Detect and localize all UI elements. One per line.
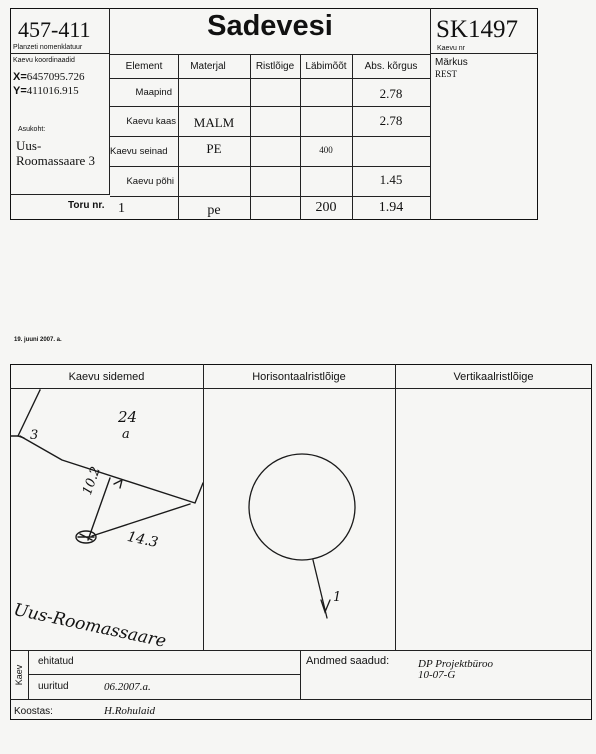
sketch-label-24: 24: [118, 408, 138, 426]
nomenclature-label: Planzeti nomenklatuur: [13, 44, 83, 51]
pipe-nr: 1: [118, 201, 125, 216]
row-element-label: Kaevu seinad: [110, 145, 168, 157]
date-stamp: 19. juuni 2007. a.: [14, 337, 62, 343]
data-source-value-2: 10-07-G: [418, 669, 456, 681]
footer-side-label: Kaev: [14, 664, 24, 686]
well-card: [0, 0, 596, 230]
pipe-arrow: [321, 600, 330, 612]
footer-divider: [28, 650, 29, 699]
table-line: [178, 54, 179, 220]
well-nr-label: Kaevu nr: [437, 45, 466, 52]
pipe-material: pe: [207, 203, 221, 218]
well-circle: [249, 454, 355, 560]
well-symbol-hatch: [78, 534, 94, 540]
row-abs-height: 1.45: [379, 172, 403, 187]
sketch-label-a: a: [122, 427, 130, 442]
building-outline: [20, 436, 203, 503]
footer-divider: [300, 650, 301, 699]
pipe-line: [313, 560, 327, 618]
panel-title-horizontal: Horisontaalristlõige: [252, 371, 346, 383]
row-element-label: Kaevu põhi: [126, 175, 174, 187]
well-nr-value: SK1497: [436, 16, 518, 43]
col-header-diameter: Läbimõõt: [305, 60, 347, 72]
specified-value: 06.2007.a.: [104, 681, 151, 693]
nomenclature-value: 457-411: [18, 17, 91, 42]
col-header-abs-height: Abs. kõrgus: [364, 60, 418, 72]
location-label: Asukoht:: [18, 126, 46, 133]
horizontal-section-sketch: [203, 388, 395, 650]
data-source-label: Andmed saadud:: [306, 655, 390, 667]
col-header-cross-section: Ristlõige: [255, 60, 295, 72]
sketch-label-3: 3: [30, 428, 39, 443]
coord-x-value: 6457095.726: [26, 71, 85, 83]
sketch-dim-10-2: 10.2: [80, 464, 104, 498]
built-label: ehitatud: [38, 656, 74, 667]
row-element-label: Kaevu kaas: [126, 115, 176, 127]
panel-divider: [395, 364, 396, 650]
coord-y-value: 411016.915: [26, 85, 79, 97]
table-line: [352, 54, 353, 220]
pipe-diameter: 200: [315, 200, 337, 215]
pipe-label: Toru nr.: [68, 200, 105, 211]
row-abs-height: 2.78: [379, 113, 403, 128]
table-line: [300, 54, 301, 220]
location-line1: Uus-: [16, 138, 42, 153]
table-line: [110, 196, 430, 197]
row-abs-height: 2.78: [379, 86, 403, 101]
col-header-material: Materjal: [190, 60, 226, 72]
pipe-mark: 1: [333, 590, 342, 605]
table-line: [250, 54, 251, 220]
row-material: MALM: [193, 115, 235, 130]
col-header-element: Element: [125, 60, 163, 72]
compiled-label: Koostas:: [14, 706, 53, 717]
coords-label: Kaevu koordinaadid: [13, 57, 75, 64]
footer-divider: [10, 699, 592, 700]
footer-divider: [28, 674, 300, 675]
sketch-street-name: Uus-Roomassaare: [11, 600, 168, 652]
coord-x: [13, 71, 85, 83]
row-material: PE: [206, 141, 222, 156]
remark-value: REST: [435, 69, 458, 79]
location-line2: Roomassaare 3: [16, 153, 96, 168]
panel-title-vertical: Vertikaalristlõige: [453, 371, 534, 383]
page-title: Sadevesi: [207, 10, 333, 42]
data-source-value-1: DP Projektbüroo: [418, 658, 494, 670]
coord-x-label: X=: [13, 71, 27, 83]
table-line: [430, 54, 431, 220]
building-outline: [18, 436, 24, 438]
footer-divider: [10, 650, 592, 651]
sketch-dim-14-3: 14.3: [125, 528, 160, 552]
pipe-abs-height: 1.94: [378, 200, 404, 215]
specified-label: uuritud: [38, 681, 69, 692]
compiled-value: H.Rohulaid: [104, 705, 156, 717]
panel-title-links: Kaevu sidemed: [68, 371, 145, 383]
col-header-remark: Märkus: [435, 57, 468, 68]
right-angle-mark: [114, 480, 122, 488]
coord-y: [13, 85, 79, 97]
coords-box: [10, 54, 110, 195]
nomenclature-box: [10, 8, 110, 54]
well-nr-box: [430, 8, 538, 54]
row-element-label: Maapind: [135, 86, 172, 98]
coord-y-label: Y=: [13, 85, 27, 97]
row-diameter: 400: [319, 145, 333, 155]
